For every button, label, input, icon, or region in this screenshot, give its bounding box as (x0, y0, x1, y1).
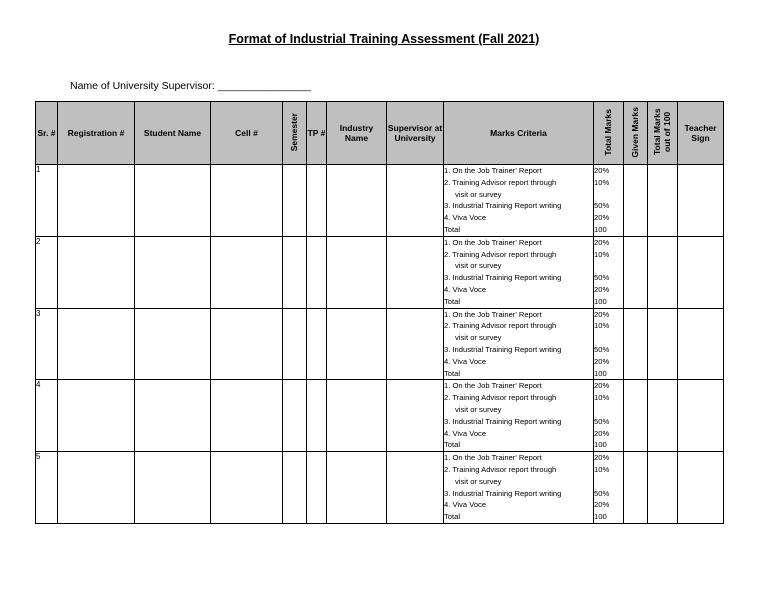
student-name-cell[interactable] (135, 380, 211, 452)
criteria-value (594, 404, 623, 416)
student-name-cell[interactable] (135, 236, 211, 308)
table-row (36, 380, 724, 452)
criteria-value: 20% (594, 284, 610, 294)
criteria-line: 4. Viva Voce (444, 500, 487, 510)
criteria-value: 10% (594, 393, 610, 403)
criteria-line: 2. Training Advisor report through (444, 321, 557, 331)
semester-cell[interactable] (283, 165, 307, 237)
industry-name-cell[interactable] (327, 452, 387, 524)
teacher-sign-cell[interactable] (678, 236, 724, 308)
total-out-of-100-cell[interactable] (648, 308, 678, 380)
given-marks-cell[interactable] (624, 308, 648, 380)
criteria-value: 50% (594, 344, 610, 354)
header-total-marks: Total Marks (594, 102, 624, 165)
industry-name-cell[interactable] (327, 165, 387, 237)
criteria-line: 2. Training Advisor report through (444, 249, 557, 259)
supervisor-name-label: Name of University Supervisor: ________________ (70, 80, 312, 92)
total-marks-cell (594, 236, 624, 308)
criteria-line: visit or survey (455, 333, 502, 343)
criteria-line: 3. Industrial Training Report writing (444, 273, 562, 283)
criteria-line: 4. Viva Voce (444, 213, 487, 223)
registration-cell[interactable] (58, 165, 135, 237)
semester-cell[interactable] (283, 236, 307, 308)
criteria-value: 50% (594, 201, 610, 211)
total-out-of-100-cell[interactable] (648, 236, 678, 308)
criteria-value: 10% (594, 321, 610, 331)
table-row (36, 308, 724, 380)
given-marks-cell[interactable] (624, 165, 648, 237)
marks-criteria-cell (444, 452, 594, 524)
semester-cell[interactable] (283, 452, 307, 524)
marks-criteria-cell (444, 236, 594, 308)
supervisor-cell[interactable] (387, 380, 444, 452)
criteria-value (594, 260, 623, 272)
total-out-of-100-cell[interactable] (648, 380, 678, 452)
student-name-cell[interactable] (135, 308, 211, 380)
industry-name-cell[interactable] (327, 380, 387, 452)
total-marks-cell (594, 380, 624, 452)
table-row (36, 452, 724, 524)
criteria-value: 20% (594, 213, 610, 223)
teacher-sign-cell[interactable] (678, 380, 724, 452)
criteria-line: 1. On the Job Trainer' Report (444, 309, 542, 319)
criteria-line: Total (444, 224, 461, 234)
criteria-line: 1. On the Job Trainer' Report (444, 453, 542, 463)
registration-cell[interactable] (58, 236, 135, 308)
registration-cell[interactable] (58, 452, 135, 524)
row-sr-number: 5 (36, 452, 58, 524)
tp-cell[interactable] (307, 236, 327, 308)
tp-cell[interactable] (307, 308, 327, 380)
criteria-value: 100 (594, 512, 607, 522)
teacher-sign-cell[interactable] (678, 308, 724, 380)
criteria-value: 20% (594, 500, 610, 510)
criteria-line: 3. Industrial Training Report writing (444, 201, 562, 211)
criteria-value: 100 (594, 296, 607, 306)
student-name-cell[interactable] (135, 452, 211, 524)
total-out-of-100-cell[interactable] (648, 165, 678, 237)
table-row (36, 236, 724, 308)
semester-cell[interactable] (283, 380, 307, 452)
criteria-value: 50% (594, 273, 610, 283)
criteria-line: Total (444, 440, 461, 450)
criteria-value: 20% (594, 309, 610, 319)
total-marks-cell (594, 165, 624, 237)
criteria-value (594, 332, 623, 344)
given-marks-cell[interactable] (624, 236, 648, 308)
total-marks-cell (594, 308, 624, 380)
header-tp: TP # (307, 102, 327, 165)
tp-cell[interactable] (307, 452, 327, 524)
criteria-line: Total (444, 296, 461, 306)
criteria-line: 3. Industrial Training Report writing (444, 344, 562, 354)
criteria-value: 50% (594, 488, 610, 498)
assessment-table (35, 101, 724, 524)
header-registration: Registration # (58, 102, 135, 165)
marks-criteria-cell (444, 308, 594, 380)
table-body (36, 165, 724, 524)
criteria-value: 100 (594, 224, 607, 234)
cell-number-cell[interactable] (211, 165, 283, 237)
table-row (36, 165, 724, 237)
criteria-line: 3. Industrial Training Report writing (444, 488, 562, 498)
criteria-value: 100 (594, 368, 607, 378)
criteria-line: visit or survey (455, 189, 502, 199)
table-header-row (36, 102, 724, 165)
header-total-out-of-100: Total Marks out of 100 (648, 102, 678, 165)
criteria-value: 20% (594, 166, 610, 175)
criteria-value: 10% (594, 177, 610, 187)
registration-cell[interactable] (58, 380, 135, 452)
row-sr-number: 3 (36, 308, 58, 380)
header-sr: Sr. # (36, 102, 58, 165)
teacher-sign-cell[interactable] (678, 452, 724, 524)
criteria-line: visit or survey (455, 261, 502, 271)
supervisor-cell[interactable] (387, 236, 444, 308)
header-marks-criteria: Marks Criteria (444, 102, 594, 165)
criteria-value: 20% (594, 237, 610, 247)
tp-cell[interactable] (307, 380, 327, 452)
criteria-value: 20% (594, 381, 610, 391)
header-teacher-sign: Teacher Sign (678, 102, 724, 165)
criteria-value: 10% (594, 464, 610, 474)
registration-cell[interactable] (58, 308, 135, 380)
criteria-line: Total (444, 512, 461, 522)
header-industry-name: Industry Name (327, 102, 387, 165)
criteria-line: 1. On the Job Trainer' Report (444, 237, 542, 247)
page-title: Format of Industrial Training Assessment (Fall 2021) (228, 32, 540, 46)
cell-number-cell[interactable] (211, 452, 283, 524)
criteria-line: 1. On the Job Trainer' Report (444, 166, 542, 175)
marks-criteria-cell (444, 380, 594, 452)
criteria-line: 4. Viva Voce (444, 284, 487, 294)
student-name-cell[interactable] (135, 165, 211, 237)
criteria-line: Total (444, 368, 461, 378)
marks-criteria-cell (444, 165, 594, 237)
criteria-line: 3. Industrial Training Report writing (444, 416, 562, 426)
total-out-of-100-cell[interactable] (648, 452, 678, 524)
criteria-value (594, 189, 623, 201)
given-marks-cell[interactable] (624, 380, 648, 452)
header-semester: Semester (283, 102, 307, 165)
total-marks-cell (594, 452, 624, 524)
header-cell: Cell # (211, 102, 283, 165)
row-sr-number: 1 (36, 165, 58, 237)
criteria-value: 50% (594, 416, 610, 426)
criteria-line: 2. Training Advisor report through (444, 393, 557, 403)
criteria-line: 2. Training Advisor report through (444, 464, 557, 474)
teacher-sign-cell[interactable] (678, 165, 724, 237)
supervisor-cell[interactable] (387, 452, 444, 524)
row-sr-number: 2 (36, 236, 58, 308)
supervisor-cell[interactable] (387, 308, 444, 380)
criteria-line: 4. Viva Voce (444, 356, 487, 366)
criteria-line: 4. Viva Voce (444, 428, 487, 438)
industry-name-cell[interactable] (327, 308, 387, 380)
header-given-marks: Given Marks (624, 102, 648, 165)
header-student-name: Student Name (135, 102, 211, 165)
criteria-line: 2. Training Advisor report through (444, 177, 557, 187)
row-sr-number: 4 (36, 380, 58, 452)
criteria-value: 20% (594, 453, 610, 463)
supervisor-cell[interactable] (387, 165, 444, 237)
cell-number-cell[interactable] (211, 236, 283, 308)
industry-name-cell[interactable] (327, 236, 387, 308)
cell-number-cell[interactable] (211, 308, 283, 380)
header-supervisor: Supervisor at University (387, 102, 444, 165)
cell-number-cell[interactable] (211, 380, 283, 452)
criteria-line: 1. On the Job Trainer' Report (444, 381, 542, 391)
criteria-value: 10% (594, 249, 610, 259)
criteria-value: 20% (594, 428, 610, 438)
criteria-value (594, 476, 623, 488)
semester-cell[interactable] (283, 308, 307, 380)
criteria-value: 20% (594, 356, 610, 366)
given-marks-cell[interactable] (624, 452, 648, 524)
criteria-value: 100 (594, 440, 607, 450)
tp-cell[interactable] (307, 165, 327, 237)
criteria-line: visit or survey (455, 404, 502, 414)
criteria-line: visit or survey (455, 476, 502, 486)
